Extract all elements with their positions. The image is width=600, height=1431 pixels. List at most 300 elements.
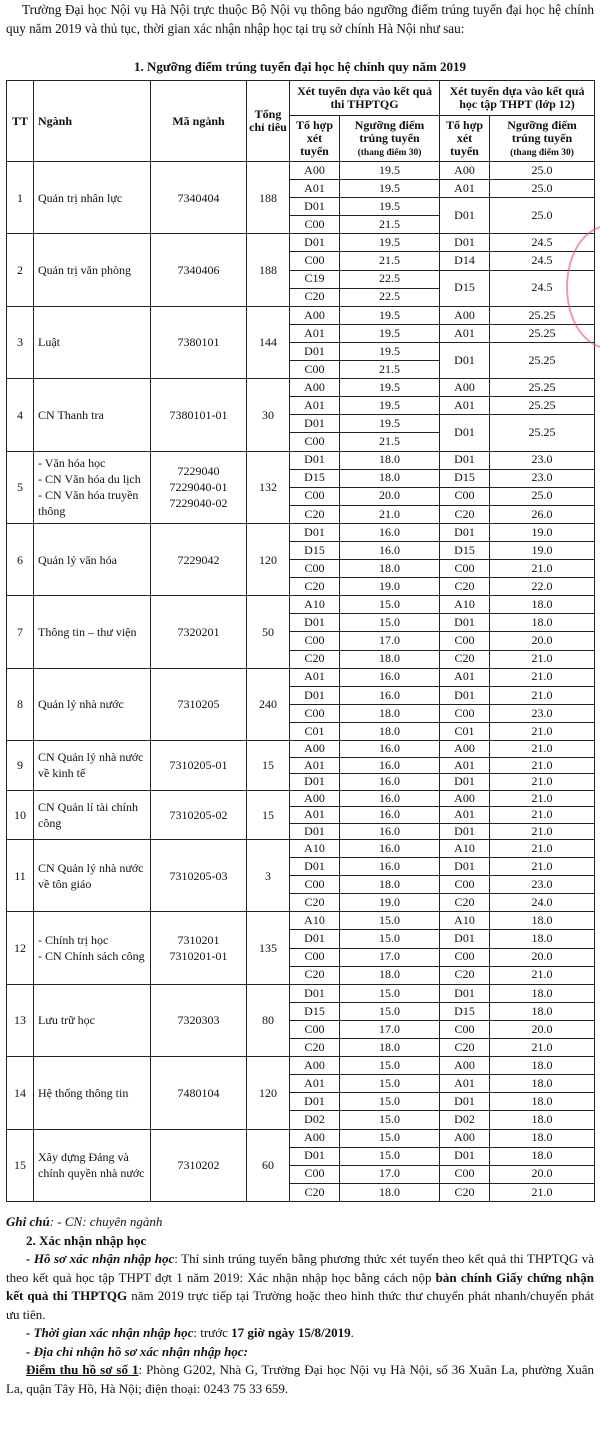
row-tt: 13 (7, 984, 34, 1056)
table-row (7, 840, 595, 858)
row-major-name: CN Quản lí tài chính công (34, 790, 151, 840)
qg-combination: C00 (290, 216, 340, 234)
hb-combination: A01 (440, 324, 490, 342)
qg-threshold: 15.0 (340, 1002, 440, 1020)
row-quota: 30 (247, 379, 290, 451)
row-quota: 3 (247, 840, 290, 912)
qg-threshold: 21.5 (340, 216, 440, 234)
qg-threshold: 18.0 (340, 722, 440, 740)
address-label: - Địa chỉ nhận hồ sơ xác nhận nhập học: (26, 1343, 248, 1359)
hb-combination: C20 (440, 650, 490, 668)
row-major-code: 7310205-02 (151, 790, 247, 840)
row-major-code: 7310205-01 (151, 741, 247, 791)
row-major-code: 7480104 (151, 1057, 247, 1129)
hb-combination: A10 (440, 596, 490, 614)
qg-threshold: 15.0 (340, 1093, 440, 1111)
row-quota: 132 (247, 451, 290, 523)
qg-threshold: 18.0 (340, 469, 440, 487)
qg-threshold: 18.0 (340, 1183, 440, 1201)
hb-combination: D01 (440, 234, 490, 252)
hoso-label: - Hồ sơ xác nhận nhập học (26, 1251, 175, 1266)
hb-threshold: 25.25 (490, 379, 595, 397)
hb-combination: D01 (440, 342, 490, 378)
qg-threshold: 19.5 (340, 397, 440, 415)
table-row (7, 790, 595, 807)
hb-threshold: 18.0 (490, 1093, 595, 1111)
qg-combination: D01 (290, 342, 340, 360)
header-tt: TT (7, 81, 34, 162)
row-major-name: CN Quản lý nhà nước về tôn giáo (34, 840, 151, 912)
point-label: Điểm thu hồ sơ số 1 (26, 1362, 139, 1377)
qg-threshold: 15.0 (340, 930, 440, 948)
hb-threshold: 21.0 (490, 823, 595, 840)
header-thptqg: Xét tuyển dựa vào kết quả thi THPTQG (290, 81, 440, 116)
note-label: Ghi chú (6, 1214, 50, 1229)
hb-threshold: 24.0 (490, 894, 595, 912)
qg-combination: C00 (290, 433, 340, 451)
qg-combination: D01 (290, 415, 340, 433)
qg-threshold: 19.5 (340, 306, 440, 324)
qg-threshold: 16.0 (340, 668, 440, 686)
hb-combination: A10 (440, 840, 490, 858)
admission-score-table (6, 80, 595, 1202)
qg-combination: A01 (290, 668, 340, 686)
qg-threshold: 18.0 (340, 1039, 440, 1057)
hb-combination: C00 (440, 1165, 490, 1183)
hb-threshold: 25.0 (490, 487, 595, 505)
hb-combination: A00 (440, 306, 490, 324)
table-row (7, 523, 595, 541)
qg-threshold: 16.0 (340, 741, 440, 758)
hb-combination: D01 (440, 198, 490, 234)
header-nguong-1-label: Ngưỡng điểm trúng tuyển (354, 117, 425, 145)
qg-combination: C20 (290, 966, 340, 984)
qg-combination: C20 (290, 578, 340, 596)
hb-combination: D15 (440, 270, 490, 306)
hb-threshold: 21.0 (490, 1039, 595, 1057)
table-row (7, 1129, 595, 1147)
qg-threshold: 20.0 (340, 487, 440, 505)
hb-threshold: 18.0 (490, 984, 595, 1002)
row-quota: 188 (247, 234, 290, 306)
row-tt: 1 (7, 162, 34, 234)
hb-combination: D15 (440, 541, 490, 559)
header-nguong-2-label: Ngưỡng điểm trúng tuyển (507, 117, 577, 145)
row-tt: 7 (7, 596, 34, 668)
row-major-name: Quản trị nhân lực (34, 162, 151, 234)
row-tt: 4 (7, 379, 34, 451)
row-major-code: 7320201 (151, 596, 247, 668)
hb-threshold: 23.0 (490, 451, 595, 469)
hb-combination: A01 (440, 1075, 490, 1093)
hb-threshold: 21.0 (490, 650, 595, 668)
row-tt: 2 (7, 234, 34, 306)
hb-combination: C20 (440, 894, 490, 912)
qg-combination: D01 (290, 858, 340, 876)
qg-combination: A00 (290, 790, 340, 807)
qg-threshold: 22.5 (340, 270, 440, 288)
table-row (7, 162, 595, 180)
hb-threshold: 21.0 (490, 668, 595, 686)
qg-combination: A01 (290, 1075, 340, 1093)
row-major-name: Luật (34, 306, 151, 378)
qg-combination: A01 (290, 324, 340, 342)
qg-combination: C20 (290, 894, 340, 912)
table-body (7, 162, 595, 1202)
hb-combination: D14 (440, 252, 490, 270)
qg-threshold: 21.5 (340, 361, 440, 379)
qg-combination: D01 (290, 774, 340, 791)
hb-threshold: 25.25 (490, 415, 595, 451)
qg-threshold: 15.0 (340, 596, 440, 614)
header-chi-tieu: Tổng chỉ tiêu (247, 81, 290, 162)
hb-threshold: 25.25 (490, 342, 595, 378)
qg-combination: D01 (290, 930, 340, 948)
qg-threshold: 15.0 (340, 912, 440, 930)
qg-combination: C00 (290, 487, 340, 505)
hb-combination: D01 (440, 614, 490, 632)
qg-combination: D01 (290, 614, 340, 632)
qg-combination: C00 (290, 948, 340, 966)
note-text: : - CN: chuyên ngành (49, 1214, 163, 1229)
qg-threshold: 16.0 (340, 541, 440, 559)
qg-combination: A01 (290, 180, 340, 198)
qg-combination: C00 (290, 704, 340, 722)
qg-combination: D01 (290, 234, 340, 252)
hb-threshold: 18.0 (490, 1111, 595, 1129)
qg-combination: D01 (290, 984, 340, 1002)
table-row (7, 596, 595, 614)
qg-combination: D15 (290, 1002, 340, 1020)
hb-threshold: 18.0 (490, 1075, 595, 1093)
row-major-name: Lưu trữ học (34, 984, 151, 1056)
header-nganh: Ngành (34, 81, 151, 162)
row-major-name: CN Quản lý nhà nước về kinh tế (34, 741, 151, 791)
qg-combination: C00 (290, 560, 340, 578)
hb-threshold: 23.0 (490, 876, 595, 894)
row-major-code: 7310205 (151, 668, 247, 740)
row-major-name: - Văn hóa học - CN Văn hóa du lịch - CN Văn hóa truyền thông (34, 451, 151, 523)
hb-threshold: 25.0 (490, 198, 595, 234)
row-major-name: Quản lý nhà nước (34, 668, 151, 740)
hb-combination: C00 (440, 876, 490, 894)
header-nguong-1 (340, 116, 440, 162)
row-tt: 5 (7, 451, 34, 523)
hb-threshold: 21.0 (490, 560, 595, 578)
hb-combination: C00 (440, 560, 490, 578)
qg-combination: D01 (290, 823, 340, 840)
qg-threshold: 17.0 (340, 1020, 440, 1038)
section-2-title: 2. Xác nhận nhập học (26, 1232, 147, 1248)
hb-combination: D01 (440, 523, 490, 541)
qg-combination: D01 (290, 198, 340, 216)
qg-combination: A00 (290, 162, 340, 180)
qg-combination: D01 (290, 686, 340, 704)
qg-combination: A00 (290, 306, 340, 324)
qg-threshold: 19.5 (340, 415, 440, 433)
hb-threshold: 24.5 (490, 234, 595, 252)
qg-combination: A00 (290, 741, 340, 758)
hb-threshold: 24.5 (490, 270, 595, 306)
hb-threshold: 20.0 (490, 1020, 595, 1038)
hb-combination: C20 (440, 1039, 490, 1057)
hb-combination: C20 (440, 1183, 490, 1201)
row-quota: 135 (247, 912, 290, 984)
hb-combination: D15 (440, 1002, 490, 1020)
qg-threshold: 19.5 (340, 234, 440, 252)
qg-threshold: 16.0 (340, 858, 440, 876)
row-major-code: 7310201 7310201-01 (151, 912, 247, 984)
qg-threshold: 18.0 (340, 704, 440, 722)
qg-threshold: 19.0 (340, 578, 440, 596)
row-major-name: Quản trị văn phòng (34, 234, 151, 306)
hb-threshold: 18.0 (490, 596, 595, 614)
hb-threshold: 25.25 (490, 324, 595, 342)
hb-threshold: 21.0 (490, 686, 595, 704)
time-end: . (350, 1325, 354, 1340)
hb-combination: C20 (440, 578, 490, 596)
hoso-text-2: năm 2019 trực tiếp tại Trường hoặc theo hình thức thư chuyển phát nhanh/chuyển phát ưu tiên. (6, 1288, 594, 1322)
qg-threshold: 18.0 (340, 876, 440, 894)
table-row (7, 984, 595, 1002)
hb-combination: D01 (440, 774, 490, 791)
qg-threshold: 15.0 (340, 614, 440, 632)
hb-combination: D01 (440, 1147, 490, 1165)
row-major-code: 7340404 (151, 162, 247, 234)
hoso-bold: bản chính Giấy chứng nhận kết quả thi THPTQG (6, 1269, 595, 1303)
qg-combination: D01 (290, 1093, 340, 1111)
qg-threshold: 19.5 (340, 198, 440, 216)
hb-threshold: 21.0 (490, 966, 595, 984)
row-quota: 120 (247, 523, 290, 595)
intro-paragraph: Trường Đại học Nội vụ Hà Nội trực thuộc Bộ Nội vụ thông báo ngưỡng điểm trúng tuyển đại học hệ chính quy năm 2019 và thủ tục, thời gian xác nhận nhập học tại trụ sở chính Hà Nội như sau: (6, 2, 594, 36)
table-row (7, 668, 595, 686)
hb-threshold: 25.25 (490, 306, 595, 324)
qg-threshold: 15.0 (340, 1111, 440, 1129)
hb-combination: D01 (440, 451, 490, 469)
row-tt: 10 (7, 790, 34, 840)
row-major-name: Xây dựng Đảng và chính quyền nhà nước (34, 1129, 151, 1201)
hb-threshold: 19.0 (490, 523, 595, 541)
qg-combination: A01 (290, 397, 340, 415)
row-quota: 120 (247, 1057, 290, 1129)
hb-threshold: 26.0 (490, 505, 595, 523)
qg-combination: C01 (290, 722, 340, 740)
qg-threshold: 19.5 (340, 342, 440, 360)
row-tt: 15 (7, 1129, 34, 1201)
hb-combination: C00 (440, 487, 490, 505)
qg-threshold: 17.0 (340, 1165, 440, 1183)
table-row (7, 741, 595, 758)
hb-threshold: 24.5 (490, 252, 595, 270)
row-major-name: CN Thanh tra (34, 379, 151, 451)
hb-combination: A00 (440, 379, 490, 397)
qg-combination: A01 (290, 807, 340, 824)
qg-combination: A00 (290, 1057, 340, 1075)
hb-combination: D02 (440, 1111, 490, 1129)
qg-threshold: 16.0 (340, 523, 440, 541)
qg-combination: D01 (290, 451, 340, 469)
row-quota: 15 (247, 741, 290, 791)
header-thang-1: (thang điểm 30) (357, 147, 422, 158)
qg-threshold: 18.0 (340, 451, 440, 469)
hb-combination: A00 (440, 790, 490, 807)
qg-threshold: 16.0 (340, 686, 440, 704)
qg-threshold: 15.0 (340, 1075, 440, 1093)
hb-threshold: 18.0 (490, 1129, 595, 1147)
qg-combination: A00 (290, 379, 340, 397)
hb-threshold: 20.0 (490, 632, 595, 650)
hb-combination: A01 (440, 180, 490, 198)
table-row (7, 1057, 595, 1075)
row-major-name: Thông tin – thư viện (34, 596, 151, 668)
header-hocba: Xét tuyển dựa vào kết quả học tập THPT (lớp 12) (440, 81, 595, 116)
table-row (7, 234, 595, 252)
qg-combination: C00 (290, 1165, 340, 1183)
row-major-code: 7310202 (151, 1129, 247, 1201)
qg-threshold: 15.0 (340, 1147, 440, 1165)
row-major-name: Hệ thống thông tin (34, 1057, 151, 1129)
qg-combination: C20 (290, 288, 340, 306)
qg-combination: A00 (290, 1129, 340, 1147)
hb-threshold: 25.0 (490, 162, 595, 180)
hb-threshold: 18.0 (490, 1057, 595, 1075)
table-row (7, 912, 595, 930)
hb-combination: D01 (440, 984, 490, 1002)
qg-combination: C00 (290, 361, 340, 379)
header-thang-2: (thang điểm 30) (510, 147, 574, 158)
row-major-code: 7310205-03 (151, 840, 247, 912)
hb-threshold: 23.0 (490, 704, 595, 722)
table-row (7, 451, 595, 469)
hb-combination: A01 (440, 397, 490, 415)
qg-combination: D01 (290, 523, 340, 541)
qg-combination: C00 (290, 632, 340, 650)
qg-threshold: 21.5 (340, 252, 440, 270)
qg-combination: C19 (290, 270, 340, 288)
qg-threshold: 19.0 (340, 894, 440, 912)
time-text: : trước (193, 1325, 232, 1340)
hb-threshold: 21.0 (490, 774, 595, 791)
hb-threshold: 20.0 (490, 948, 595, 966)
qg-combination: A01 (290, 757, 340, 774)
hb-combination: D15 (440, 469, 490, 487)
qg-combination: C20 (290, 1039, 340, 1057)
qg-threshold: 16.0 (340, 823, 440, 840)
header-tohop-1: Tổ hợp xét tuyển (290, 116, 340, 162)
qg-combination: A10 (290, 912, 340, 930)
row-major-name: - Chính trị học - CN Chính sách công (34, 912, 151, 984)
point-text: : Phòng G202, Nhà G, Trường Đại học Nội vụ Hà Nội, số 36 Xuân La, phường Xuân La, quận Tây Hồ, Hà Nội; điện thoại: 0243 75 33 659. (6, 1362, 594, 1396)
hb-combination: A00 (440, 162, 490, 180)
row-tt: 8 (7, 668, 34, 740)
row-major-code: 7229042 (151, 523, 247, 595)
qg-threshold: 15.0 (340, 984, 440, 1002)
row-major-code: 7380101 (151, 306, 247, 378)
hb-combination: D01 (440, 1093, 490, 1111)
hb-combination: A00 (440, 741, 490, 758)
qg-threshold: 15.0 (340, 1129, 440, 1147)
qg-threshold: 21.0 (340, 505, 440, 523)
qg-threshold: 21.5 (340, 433, 440, 451)
header-ma-nganh: Mã ngành (151, 81, 247, 162)
hb-threshold: 20.0 (490, 1165, 595, 1183)
row-major-code: 7380101-01 (151, 379, 247, 451)
row-quota: 80 (247, 984, 290, 1056)
qg-threshold: 16.0 (340, 807, 440, 824)
row-quota: 188 (247, 162, 290, 234)
time-bold: 17 giờ ngày 15/8/2019 (231, 1325, 351, 1340)
qg-threshold: 18.0 (340, 650, 440, 668)
qg-threshold: 19.5 (340, 324, 440, 342)
hb-threshold: 18.0 (490, 1002, 595, 1020)
qg-threshold: 16.0 (340, 840, 440, 858)
hb-threshold: 23.0 (490, 469, 595, 487)
row-tt: 3 (7, 306, 34, 378)
hb-threshold: 21.0 (490, 722, 595, 740)
hb-threshold: 19.0 (490, 541, 595, 559)
qg-combination: C00 (290, 1020, 340, 1038)
row-major-code: 7320303 (151, 984, 247, 1056)
hb-combination: D01 (440, 823, 490, 840)
hb-combination: C00 (440, 948, 490, 966)
qg-combination: C20 (290, 1183, 340, 1201)
hb-threshold: 21.0 (490, 840, 595, 858)
qg-threshold: 22.5 (340, 288, 440, 306)
hb-threshold: 25.0 (490, 180, 595, 198)
row-tt: 12 (7, 912, 34, 984)
qg-combination: D15 (290, 469, 340, 487)
hb-threshold: 18.0 (490, 930, 595, 948)
hb-combination: C20 (440, 966, 490, 984)
hb-threshold: 21.0 (490, 858, 595, 876)
qg-combination: C20 (290, 505, 340, 523)
hb-threshold: 18.0 (490, 1147, 595, 1165)
hb-combination: C00 (440, 632, 490, 650)
hb-combination: C00 (440, 1020, 490, 1038)
hb-combination: A01 (440, 807, 490, 824)
hb-combination: A01 (440, 757, 490, 774)
hb-combination: D01 (440, 930, 490, 948)
header-tohop-2: Tổ hợp xét tuyển (440, 116, 490, 162)
row-major-code: 7340406 (151, 234, 247, 306)
row-quota: 60 (247, 1129, 290, 1201)
hb-combination: C00 (440, 704, 490, 722)
hb-threshold: 18.0 (490, 614, 595, 632)
qg-threshold: 17.0 (340, 948, 440, 966)
hb-threshold: 21.0 (490, 790, 595, 807)
hb-combination: C20 (440, 505, 490, 523)
row-major-name: Quản lý văn hóa (34, 523, 151, 595)
qg-combination: C00 (290, 252, 340, 270)
qg-threshold: 19.5 (340, 162, 440, 180)
row-tt: 11 (7, 840, 34, 912)
qg-combination: D01 (290, 1147, 340, 1165)
hb-threshold: 21.0 (490, 757, 595, 774)
qg-combination: C00 (290, 876, 340, 894)
hb-threshold: 21.0 (490, 807, 595, 824)
row-tt: 6 (7, 523, 34, 595)
header-nguong-2 (490, 116, 595, 162)
qg-threshold: 18.0 (340, 966, 440, 984)
qg-threshold: 16.0 (340, 757, 440, 774)
qg-threshold: 19.5 (340, 180, 440, 198)
qg-threshold: 16.0 (340, 774, 440, 791)
row-quota: 50 (247, 596, 290, 668)
row-quota: 15 (247, 790, 290, 840)
hb-combination: D01 (440, 858, 490, 876)
row-tt: 9 (7, 741, 34, 791)
